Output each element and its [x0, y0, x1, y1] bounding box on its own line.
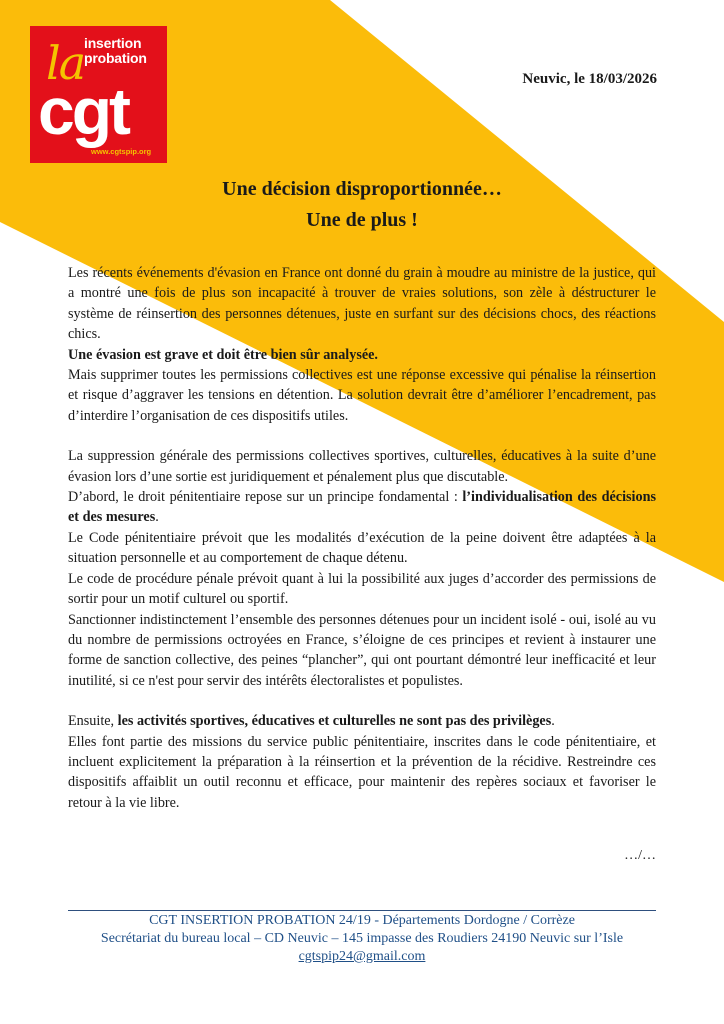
footer-org: CGT INSERTION PROBATION 24/19 - Départements Dordogne / Corrèze — [149, 913, 575, 928]
principle-end: . — [155, 509, 159, 526]
principle-bold: l’individualisation des décisions et des mesures — [68, 489, 656, 526]
date-place: Neuvic, — [522, 71, 571, 87]
logo-text-probation: probation — [84, 50, 147, 66]
paragraph-principle — [68, 487, 656, 528]
paragraph-intro: Les récents événements d'évasion en France ont donné du grain à moudre au ministre de la justice, qui a montré une fois de plus son incapacité à trouver de vraies solutions, son zèle à déstructurer le système de réinsertion des personnes détenues, juste en surfant sur des décisions chocs, des réactions chics. — [68, 265, 656, 343]
activities-bold: les activités sportives, éducatives et culturelles ne sont pas des privilèges — [117, 713, 552, 730]
title-line-1: Une décision disproportionnée… — [222, 178, 502, 200]
activities-end: . — [551, 713, 555, 730]
principle-text: D’abord, le droit pénitentiaire repose sur un principe fondamental : — [68, 489, 463, 506]
date-value: le 18/03/2026 — [574, 71, 657, 87]
page-continuation: …/… — [624, 848, 656, 863]
paragraph-code-penitentiaire: Le Code pénitentiaire prévoit que les modalités d’exécution de la peine doivent être adaptées à la situation personnelle et au comportement de chaque détenu. — [68, 529, 656, 567]
cgt-insertion-probation-logo — [30, 26, 167, 163]
paragraph-activities — [68, 711, 656, 731]
bold-statement: Une évasion est grave et doit être bien sûr analysée. — [68, 346, 378, 363]
footer-divider — [68, 910, 656, 911]
logo-text-cgt: cgt — [38, 74, 128, 148]
document-body — [68, 263, 656, 813]
footer-email-link[interactable]: cgtspip24@gmail.com — [298, 949, 426, 964]
title-line-2: Une de plus ! — [306, 209, 418, 231]
paragraph-permissions: Mais supprimer toutes les permissions collectives est une réponse excessive qui pénalise la réinsertion et risque d’aggraver les tensions en détention. La solution devrait être d’améliorer l’encadrement, pas d’interdire l’organisation de ces dispositifs utiles. — [68, 367, 656, 424]
logo-script-la: la — [46, 36, 85, 90]
paragraph-missions: Elles font partie des missions du service public pénitentiaire, inscrites dans le code pénitentiaire, et incluent explicitement la préparation à la réinsertion et la prévention de la récidive. Restreindre ces dispositifs affaiblit un outil reconnu et efficace, pour maintenir des repères sociaux et favoriser le retour à la vie libre. — [68, 733, 656, 811]
document-date — [522, 71, 657, 88]
paragraph-evasion-bold — [68, 345, 656, 365]
logo-url: www.cgtspip.org — [91, 147, 152, 156]
paragraph-suppression: La suppression générale des permissions collectives sportives, culturelles, éducatives à la suite d’une évasion lors d’une sortie est juridiquement et pénalement plus que discutable. — [68, 448, 656, 485]
footer — [0, 912, 724, 966]
logo-text-insertion: insertion — [84, 35, 142, 51]
activities-text: Ensuite, — [68, 713, 118, 730]
paragraph-sanction: Sanctionner indistinctement l’ensemble des personnes détenues pour un incident isolé - oui, isolé au vu du nombre de permissions octroyées en France, s’éloigne de ces principes et revient à instaurer une forme de sanction collective, des peines “plancher”, qui ont pourtant démontré leur inefficacité et leur inutilité, si ce n'est pour servir des intérêts électoralistes et populistes. — [68, 611, 656, 689]
footer-address: Secrétariat du bureau local – CD Neuvic – 145 impasse des Roudiers 24190 Neuvic sur l’Isle — [100, 931, 624, 946]
paragraph-code-procedure: Le code de procédure pénale prévoit quant à lui la possibilité aux juges d’accorder des permissions de sortir pour un motif culturel ou sportif. — [68, 570, 656, 608]
